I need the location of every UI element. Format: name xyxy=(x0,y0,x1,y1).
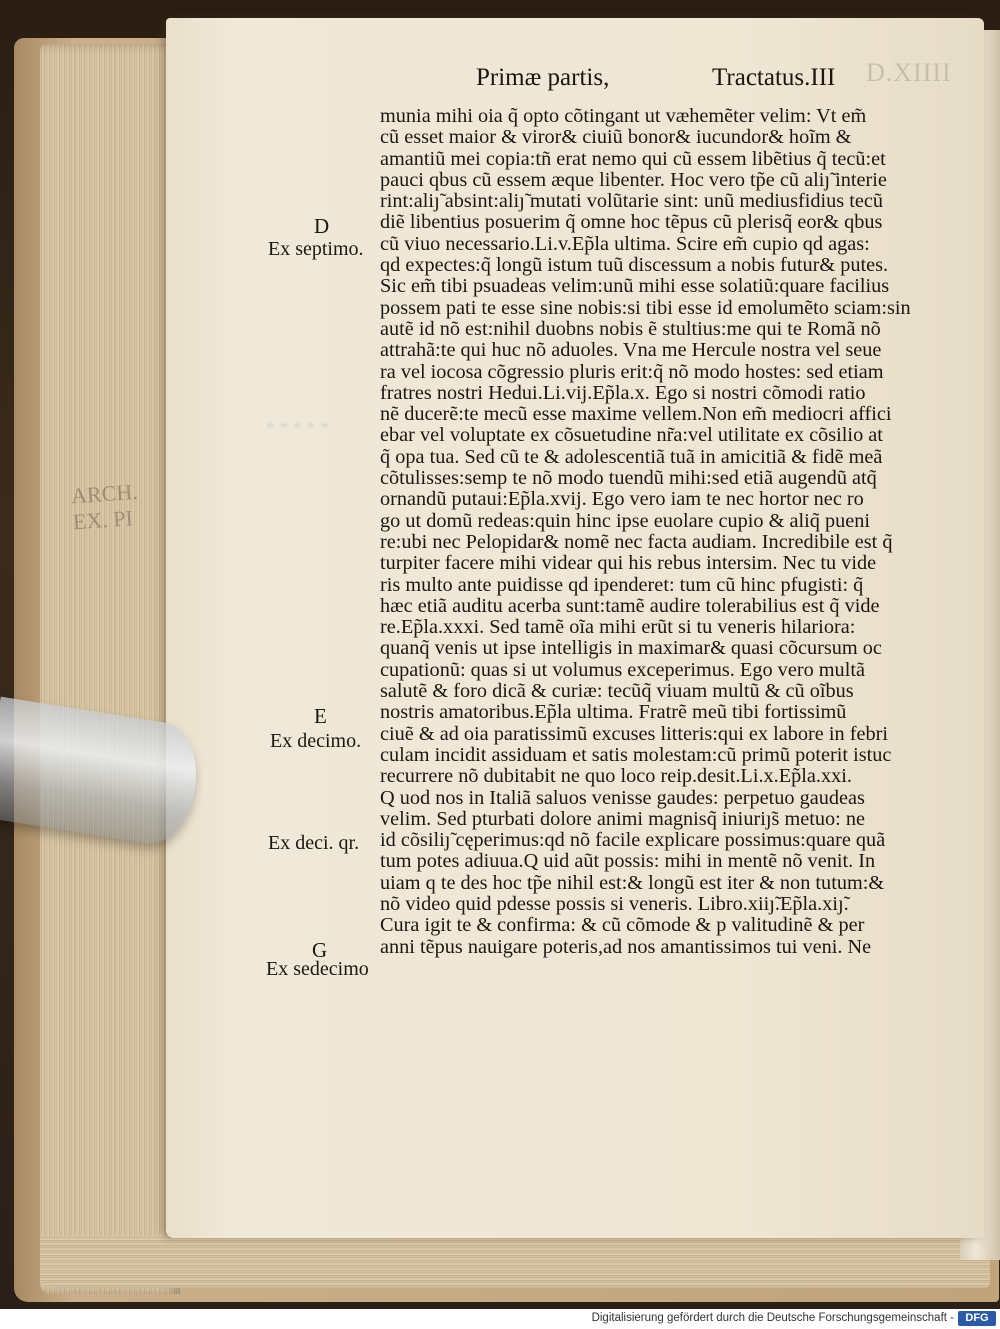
facing-page-heading: D.XIIII xyxy=(866,58,952,87)
text-line: nostris amatoribus.Ep̃la ultima. Fratrẽ meũ tibi fortissimũ xyxy=(380,702,847,724)
page-edges-bottom xyxy=(40,1236,990,1288)
margin-note-ex-sedecimo: Ex sedecimo xyxy=(266,958,369,980)
text-line: ornandũ putaui:Ep̃la.xvij. Ego vero iam te nec hortor nec ro xyxy=(380,489,864,511)
text-line: ra vel iocosa cõgressio pluris erit:q̃ nõ modo hostes: sed etiam xyxy=(380,361,884,383)
running-head-left: Primæ partis, xyxy=(476,64,610,91)
text-line: cupationũ: quas si ut volumus exceperimus. Ego vero multã xyxy=(380,659,865,681)
text-line: re:ubi nec Pelopidar& nomẽ nec facta audiam. Incredibile est q̃ xyxy=(380,531,893,553)
text-line: salutẽ & foro dicã & curiæ: tecũq̃ viuam multũ & cũ oĩbus xyxy=(380,681,854,703)
text-line: nẽ ducerẽ:te mecũ esse maxime vellem.Non em̃ mediocri affici xyxy=(380,404,892,426)
library-stamp-ghost: ARCH. EX. PI xyxy=(70,478,139,535)
text-line: ebar vel voluptate ex cõsuetudine nr̃a:vel utilitate ex cõsilio at xyxy=(380,425,883,447)
text-line: culam incidit assiduam et satis molestam:cũ primũ poterit istuc xyxy=(380,744,892,766)
text-line: go ut domũ redeas:quin hinc ipse euolare cupio & aliq̃ pueni xyxy=(380,510,871,532)
text-line: ris multo ante puidisse qd ipenderet: tum cũ hinc pfugisti: q̃ xyxy=(380,574,864,596)
text-line: rint:aliȷ̃ absint:aliȷ̃ mutati volũtarie sint: unũ mediusfidius tecũ xyxy=(380,191,884,213)
margin-letter-g: G xyxy=(312,938,328,962)
dfg-logo[interactable]: DFG xyxy=(958,1311,996,1326)
text-line: nõ video quid pdesse possis si veneris. Libro.xiiȷ̃.Ep̃la.xiȷ̃. xyxy=(380,893,849,915)
footer-credit: Digitalisierung gefördert durch die Deutsche Forschungsgemeinschaft - xyxy=(591,1312,954,1324)
text-line: Sic em̃ tibi psuadeas velim:unũ mihi esse solatiũ:quare facilius xyxy=(380,276,890,298)
margin-letter-e: E xyxy=(314,704,327,728)
text-line: amantiũ mei copia:tñ erat nemo qui cũ essem libẽtius q̃ tecũ:et xyxy=(380,148,886,170)
text-line: cõtulisses:semp te nõ modo tuendũ mihi:sed etiã augendũ atq̃ xyxy=(380,468,877,490)
text-line: turpiter facere mihi videar qui his rebus intersim. Nec tu vide xyxy=(380,553,877,575)
text-line: tum potes adiuua.Q uid aũt possis: mihi in mentẽ nõ venit. In xyxy=(380,851,876,873)
text-line: uiam q te des hoc tp̃e nihil est:& longũ est iter & non tutum:& xyxy=(380,872,885,894)
text-line: Cura igit te & confirma: & cũ cõmode & p valitudinẽ & per xyxy=(380,915,865,937)
text-line: qd expectes:q̃ longũ istum tuũ discessum a nobis futur& putes. xyxy=(380,255,889,277)
text-line: Q uod nos in Italiã saluos venisse gaudes: perpetuo gaudeas xyxy=(380,787,865,809)
text-line: recurrere nõ dubitabit ne quo loco reip.desit.Li.x.Ep̃la.xxi. xyxy=(380,766,852,788)
text-line: ciuẽ & ad oia paratissimũ excuses litteris:qui ex labore in febri xyxy=(380,723,889,745)
show-through-text: * * * * * xyxy=(266,418,329,438)
text-line: munia mihi oia q̃ opto cõtingant ut væhemẽter velim: Vt em̃ xyxy=(380,106,867,127)
text-line: q̃ opa tua. Sed cũ te & adolescentiã tuã in amicitiã & fidẽ meã xyxy=(380,446,883,468)
body-text xyxy=(380,106,976,958)
text-line: cũ viuo necessario.Li.v.Ep̃la ultima. Scire em̃ cupio qd agas: xyxy=(380,233,870,255)
margin-letter-d: D xyxy=(314,214,330,238)
text-line: anni tẽpus nauigare poteris,ad nos amantissimos tui veni. Ne xyxy=(380,936,872,958)
text-line: fratres nostri Hedui.Li.vij.Ep̃la.x. Ego si nostri cõmodi ratio xyxy=(380,382,866,404)
margin-note-ex-decimo: Ex decimo. xyxy=(270,730,362,752)
text-line: velim. Sed pturbati dolore animi magnisq̃ iniuriȷ̃s metuo: ne xyxy=(380,808,865,830)
running-head-right: Tractatus.III xyxy=(712,64,836,91)
book-page xyxy=(166,18,984,1238)
footer-bar xyxy=(0,1309,1000,1329)
text-line: possem pati te esse sine nobis:si tibi esse id emolumẽto sciam:sin xyxy=(380,297,911,319)
text-line: attrahã:te qui huc nõ aduoles. Vna me Hercule nostra vel seue xyxy=(380,340,882,362)
text-line: id cõsiliȷ̃ cęperimus:qd̃ nõ facile explicare possimus:quare quã xyxy=(380,830,886,852)
text-line: autẽ id nõ est:nihil duobns nobis ẽ stultius:me qui te Romã nõ xyxy=(380,318,881,340)
margin-note-ex-deci-qr: Ex deci. qr. xyxy=(268,832,360,854)
margin-note-ex-septimo: Ex septimo. xyxy=(268,238,364,260)
text-line: quanq̃ venis ut ipse intelligis in maximar& quasi cõcursum oc xyxy=(380,638,882,660)
text-line: hæc etiã auditu acerba sunt:tamẽ audire tolerabilius est q̃ vide xyxy=(380,595,880,617)
text-line: re.Ep̃la.xxxi. Sed tamẽ oĩa mihi erũt si tu veneris hilariora: xyxy=(380,617,856,639)
text-line: pauci qbus cũ essem æque libenter. Hoc vero tp̃e cũ aliȷ̃ interie xyxy=(380,169,887,191)
page-edges xyxy=(40,44,180,1294)
text-line: cũ esset maior & viror& ciuiũ bonor& iucundor& hoĩm & xyxy=(380,127,852,149)
text-line: diẽ libentius posuerim q̃ omne hoc tẽpus cũ plerisq̃ eor& qbus xyxy=(380,212,883,234)
